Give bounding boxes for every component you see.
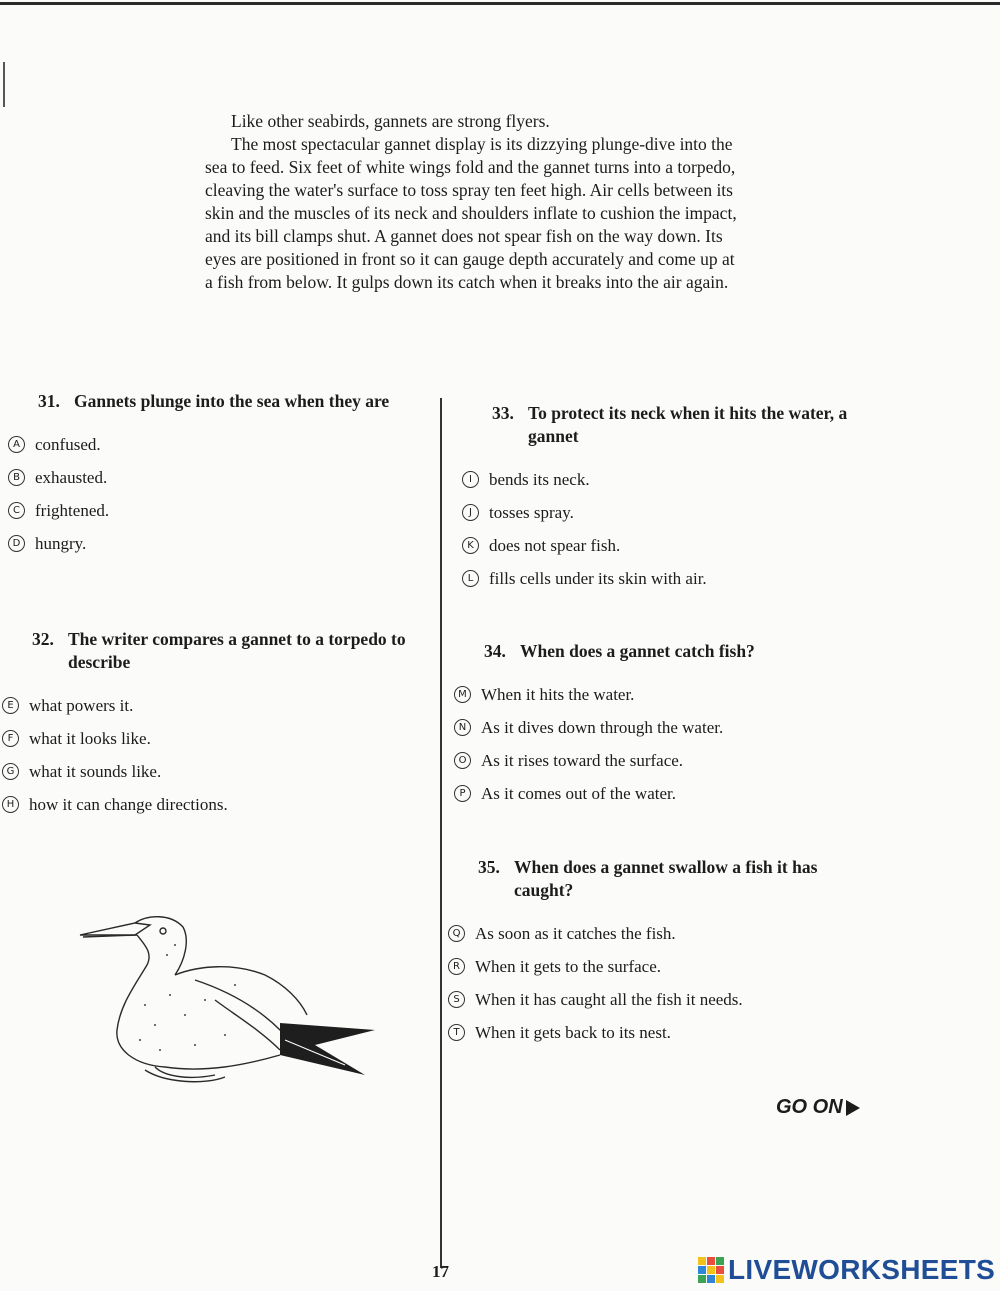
go-on-indicator [776,1096,860,1119]
answer-bubble[interactable]: D [8,535,25,552]
answer-bubble[interactable]: K [462,537,479,554]
answer-option[interactable] [462,496,872,529]
question-35 [452,856,878,1049]
question-number: 33. [492,403,514,423]
question-text: Gannets plunge into the sea when they are [74,391,390,411]
answer-option[interactable] [454,711,864,744]
option-text: When it gets back to its nest. [475,1022,671,1042]
answer-option[interactable] [448,983,878,1016]
answer-bubble[interactable]: R [448,958,465,975]
answer-bubble[interactable]: F [2,730,19,747]
answer-bubble[interactable]: C [8,502,25,519]
question-text: When does a gannet swallow a fish it has caught? [514,857,818,900]
column-divider [440,398,442,1268]
answer-bubble[interactable]: E [2,697,19,714]
question-32 [6,628,412,821]
brand-name: LIVEWORKSHEETS [728,1254,996,1285]
option-text: what powers it. [29,695,134,715]
go-on-text: GO ON [776,1096,843,1118]
option-text: fills cells under its skin with air. [489,568,707,588]
answer-option[interactable] [8,428,418,461]
option-text: does not spear fish. [489,535,621,555]
arrow-right-icon [846,1100,860,1116]
question-text: The writer compares a gannet to a torpedo to describe [68,629,406,672]
liveworksheets-logo [698,1254,995,1286]
option-text: When it hits the water. [481,684,635,704]
question-number: 34. [484,641,506,661]
answer-option[interactable] [2,722,412,755]
answer-option[interactable] [2,755,412,788]
option-text: frightened. [35,500,110,520]
answer-option[interactable] [448,1016,878,1049]
answer-option[interactable] [8,494,418,527]
option-text: what it looks like. [29,728,151,748]
answer-bubble[interactable]: T [448,1024,465,1041]
question-33 [467,402,872,595]
option-text: As it dives down through the water. [481,717,724,737]
answer-bubble[interactable]: P [454,785,471,802]
answer-option[interactable] [462,562,872,595]
answer-option[interactable] [454,678,864,711]
answer-bubble[interactable]: O [454,752,471,769]
option-text: As it rises toward the surface. [481,750,684,770]
option-text: how it can change directions. [29,794,228,814]
answer-bubble[interactable]: M [454,686,471,703]
answer-bubble[interactable]: H [2,796,19,813]
page-number: 17 [432,1262,449,1281]
passage-paragraph: Like other seabirds, gannets are strong flyers. [231,111,550,131]
option-text: As it comes out of the water. [481,783,676,803]
answer-option[interactable] [448,950,878,983]
option-text: hungry. [35,533,87,553]
answer-option[interactable] [2,689,412,722]
question-number: 32. [32,629,54,649]
answer-option[interactable] [2,788,412,821]
option-text: confused. [35,434,101,454]
top-border [0,2,1000,5]
question-text: When does a gannet catch fish? [520,641,755,661]
question-31 [12,390,418,560]
answer-bubble[interactable]: B [8,469,25,486]
scan-mark [3,62,5,107]
gannet-illustration [75,905,385,1085]
answer-bubble[interactable]: Q [448,925,465,942]
answer-option[interactable] [454,744,864,777]
option-text: tosses spray. [489,502,574,522]
option-text: When it has caught all the fish it needs. [475,989,743,1009]
answer-bubble[interactable]: A [8,436,25,453]
question-number: 35. [478,857,500,877]
question-34 [458,640,864,810]
option-text: As soon as it catches the fish. [475,923,676,943]
answer-option[interactable] [454,777,864,810]
answer-bubble[interactable]: I [462,471,479,488]
passage-paragraph: The most spectacular gannet display is its dizzying plunge-dive into the sea to feed. Six feet of white wings fold and the gannet turns into a torpedo, cleaving the water's surface to toss spray ten feet high. Air cells between its skin and the muscles of its neck and shoulders inflate to cushion the impact, and its bill clamps shut. A gannet does not spear fish on the way down. Its eyes are positioned in front so it can gauge depth accurately and come up at a fish from below. It gulps down its catch when it breaks into the air again. [205,134,737,292]
liveworksheets-logo-icon [698,1257,724,1283]
option-text: bends its neck. [489,469,590,489]
option-text: what it sounds like. [29,761,162,781]
answer-bubble[interactable]: J [462,504,479,521]
answer-bubble[interactable]: S [448,991,465,1008]
answer-option[interactable] [448,917,878,950]
answer-bubble[interactable]: L [462,570,479,587]
answer-option[interactable] [462,529,872,562]
answer-option[interactable] [8,527,418,560]
answer-bubble[interactable]: N [454,719,471,736]
option-text: exhausted. [35,467,108,487]
reading-passage [205,110,745,294]
answer-option[interactable] [8,461,418,494]
question-number: 31. [38,391,60,411]
option-text: When it gets to the surface. [475,956,661,976]
answer-bubble[interactable]: G [2,763,19,780]
question-text: To protect its neck when it hits the water, a gannet [528,403,848,446]
answer-option[interactable] [462,463,872,496]
